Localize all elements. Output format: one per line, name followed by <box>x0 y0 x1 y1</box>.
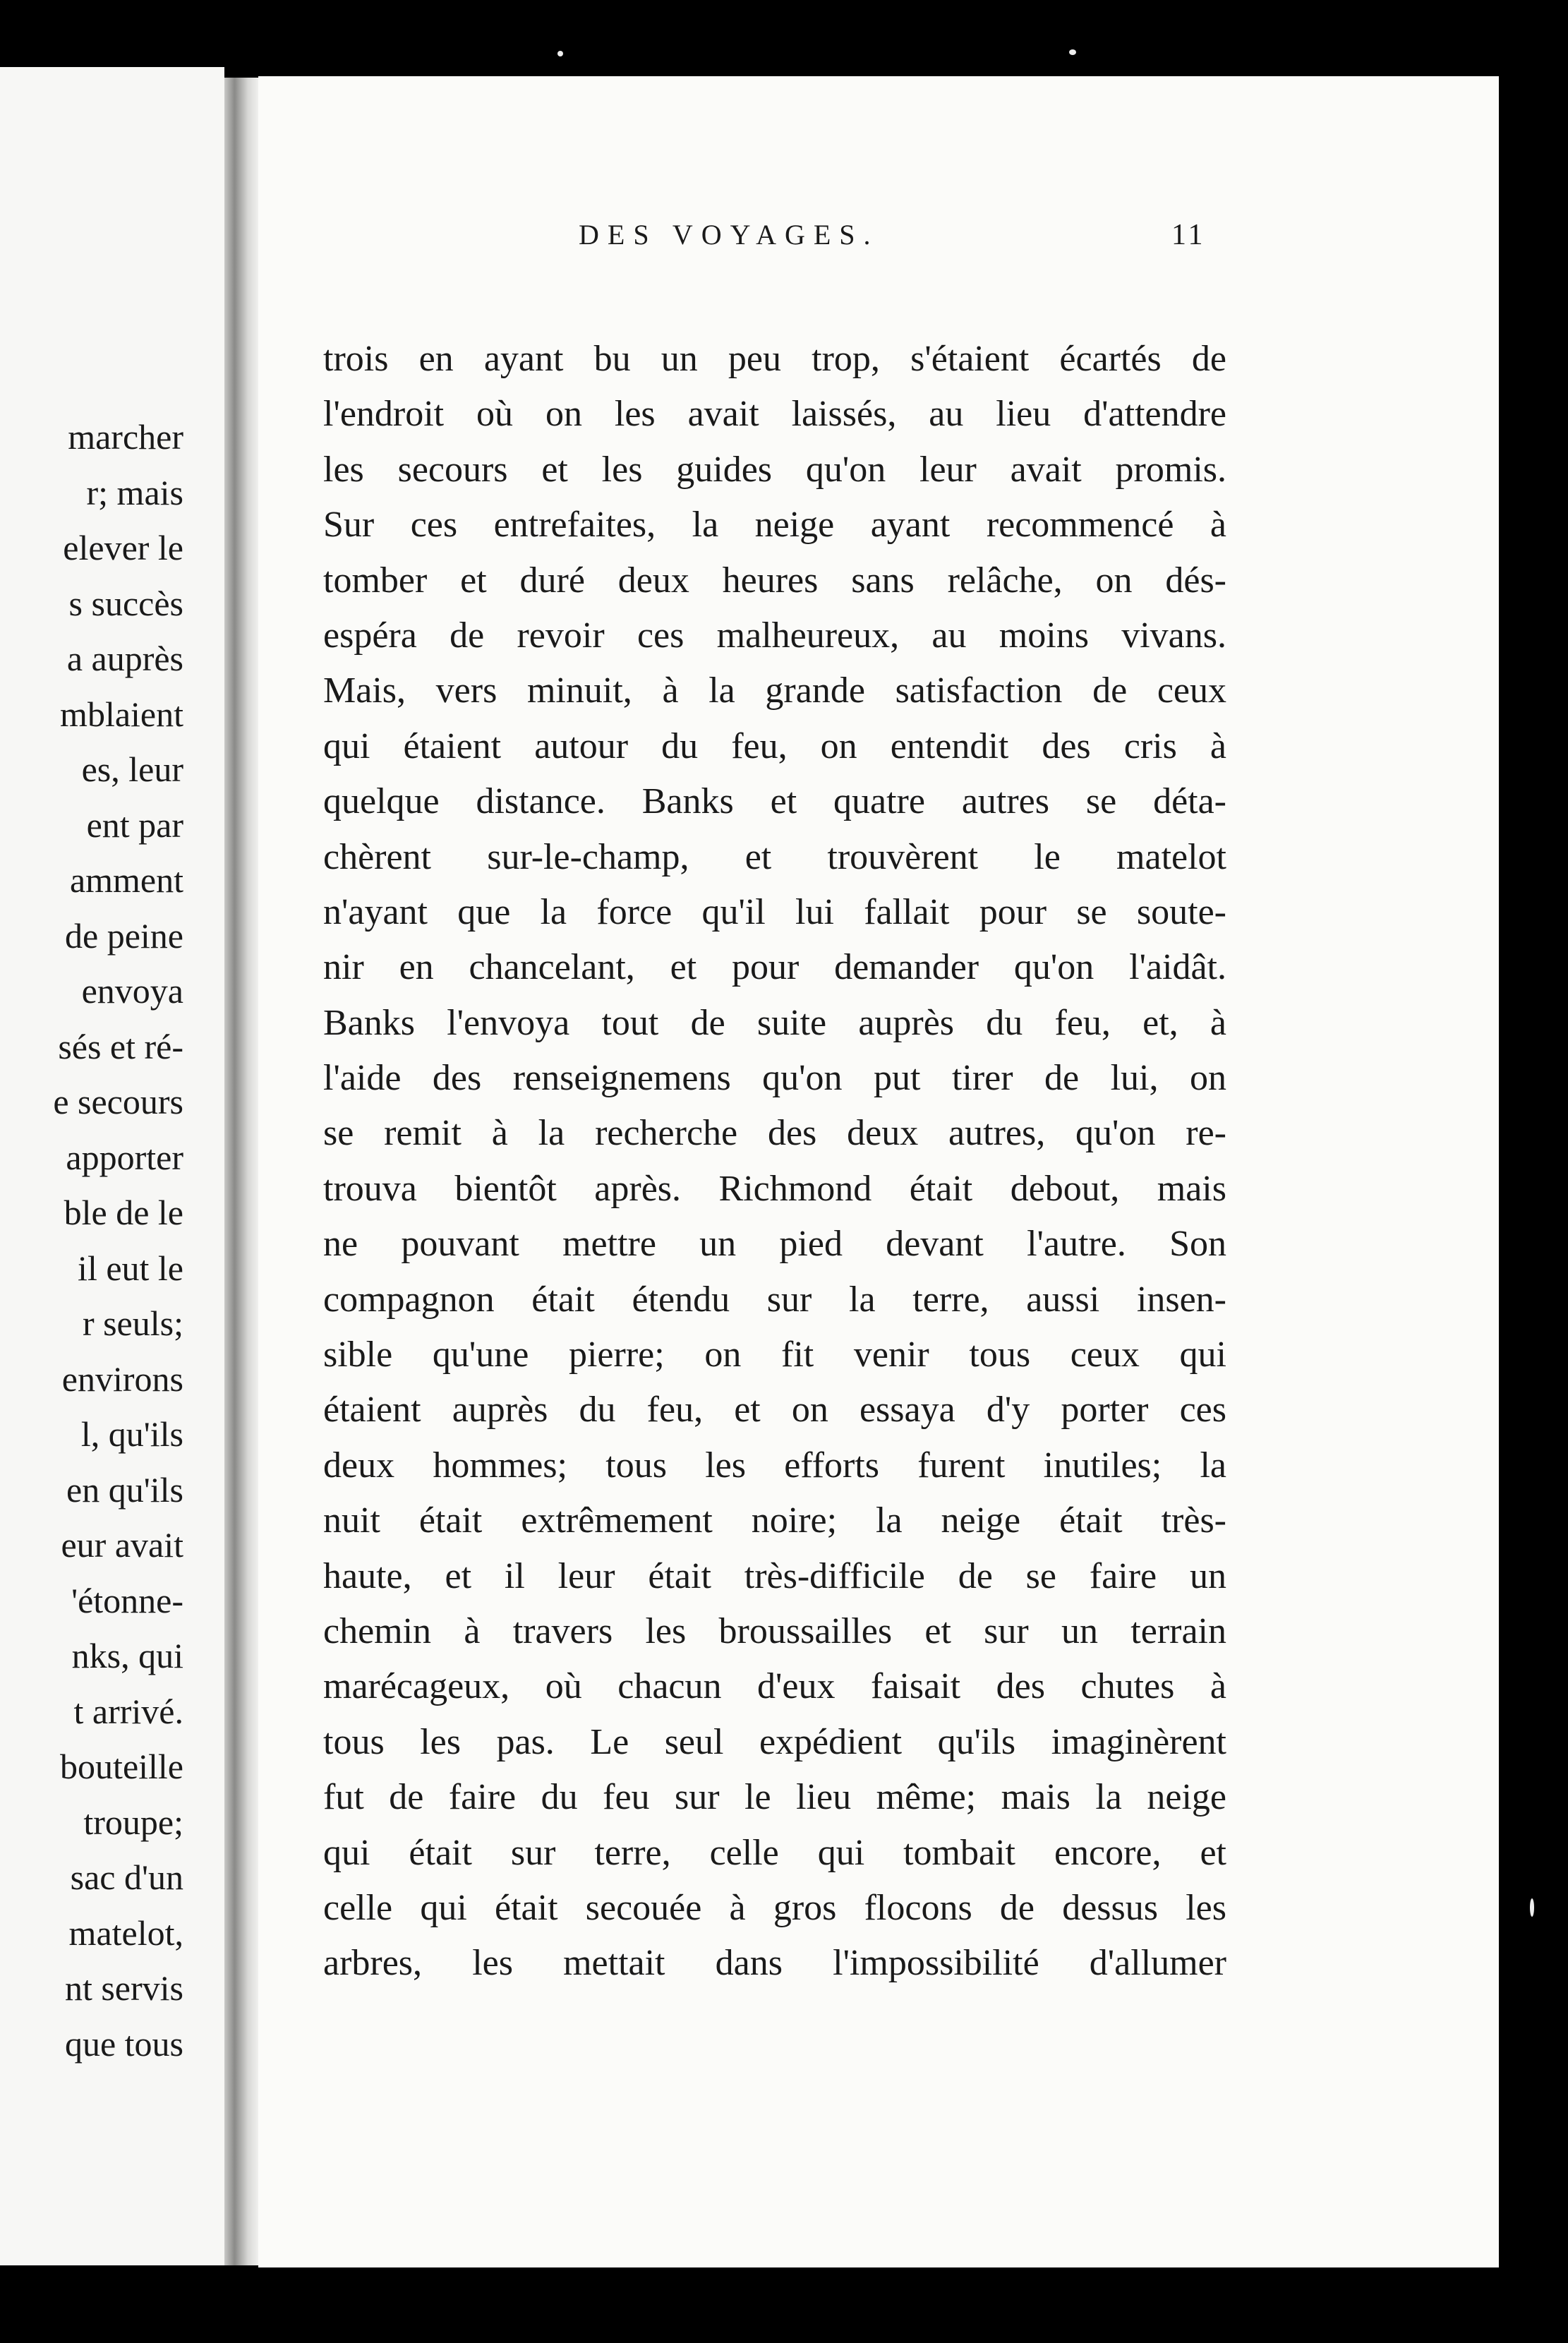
left-line: il eut le <box>78 1248 183 1288</box>
text-line: chemin à travers les broussailles et sur un terrain <box>323 1610 1226 1651</box>
left-line: eur avait <box>61 1525 183 1565</box>
text-line: arbres, les mettait dans l'impossibilité d'allumer <box>323 1943 1226 1984</box>
text-line: tomber et duré deux heures sans relâche, on dés- <box>323 560 1226 601</box>
text-line: quelque distance. Banks et quatre autres se déta- <box>323 781 1226 822</box>
left-line: ent par <box>86 805 183 845</box>
text-line: qui était sur terre, celle qui tombait encore, et <box>323 1832 1226 1873</box>
text-line: nuit était extrêmement noire; la neige était très- <box>323 1500 1226 1541</box>
running-title: DES VOYAGES. <box>579 219 879 251</box>
text-line: fut de faire du feu sur le lieu même; mais la neige <box>323 1777 1226 1818</box>
text-line: marécageux, où chacun d'eux faisait des chutes à <box>323 1666 1226 1707</box>
text-line: compagnon était étendu sur la terre, aussi insen- <box>323 1279 1226 1320</box>
left-line: 'étonne- <box>71 1580 183 1620</box>
left-line: a auprès <box>66 639 183 678</box>
text-line: n'ayant que la force qu'il lui fallait pour se soute- <box>323 891 1226 932</box>
text-line: deux hommes; tous les efforts furent inutiles; la <box>323 1445 1226 1486</box>
text-line: ne pouvant mettre un pied devant l'autre. Son <box>323 1224 1226 1265</box>
left-line: e secours <box>53 1082 183 1121</box>
left-line: matelot, <box>68 1913 183 1953</box>
text-line: les secours et les guides qu'on leur avait promis. <box>323 449 1226 490</box>
text-line: Banks l'envoya tout de suite auprès du feu, et, à <box>323 1002 1226 1043</box>
left-line: es, leur <box>81 749 183 789</box>
scan-speck <box>557 51 563 56</box>
text-line: tous les pas. Le seul expédient qu'ils imaginèrent <box>323 1721 1226 1762</box>
text-line: chèrent sur-le-champ, et trouvèrent le matelot <box>323 836 1226 877</box>
left-page-text <box>53 409 183 2071</box>
text-line: l'aide des renseignemens qu'on put tirer de lui, on <box>323 1058 1226 1099</box>
left-line: envoya <box>81 971 183 1011</box>
left-line: nks, qui <box>71 1636 183 1675</box>
left-line: amment <box>69 860 183 900</box>
text-line: celle qui était secouée à gros flocons de dessus les <box>323 1887 1226 1928</box>
text-line: trois en ayant bu un peu trop, s'étaient écartés de <box>323 339 1226 379</box>
left-line: bouteille <box>60 1747 183 1786</box>
text-line: sible qu'une pierre; on fit venir tous ceux qui <box>323 1335 1226 1375</box>
left-line: sac d'un <box>70 1857 183 1897</box>
text-line: qui étaient autour du feu, on entendit des cris à <box>323 725 1226 766</box>
left-line: l, qu'ils <box>80 1414 183 1454</box>
scan-speck <box>1069 49 1076 55</box>
left-line: de peine <box>65 915 183 956</box>
left-line: sés et ré- <box>58 1026 183 1066</box>
left-line: ble de le <box>64 1193 183 1232</box>
left-line: mblaient <box>60 694 183 734</box>
left-line: elever le <box>63 528 183 567</box>
scan-speck <box>1530 1898 1534 1917</box>
text-line: Sur ces entrefaites, la neige ayant recommencé à <box>323 505 1226 546</box>
left-line: t arrivé. <box>73 1691 183 1731</box>
left-line: nt servis <box>64 1968 183 2008</box>
left-line: marcher <box>68 417 183 457</box>
left-line: environs <box>61 1359 183 1399</box>
text-line: haute, et il leur était très-difficile de se faire un <box>323 1555 1226 1596</box>
running-head <box>310 210 1228 260</box>
page-number: 11 <box>1171 219 1206 251</box>
text-line: trouva bientôt après. Richmond était debout, mais <box>323 1168 1226 1209</box>
left-line: r seuls; <box>82 1303 183 1343</box>
text-line: espéra de revoir ces malheureux, au moins vivans. <box>323 615 1226 656</box>
left-facing-page <box>0 67 224 2265</box>
book-gutter <box>224 78 258 2265</box>
left-line: que tous <box>64 2023 183 2064</box>
text-line: se remit à la recherche des deux autres, qu'on re- <box>323 1113 1226 1154</box>
text-line: étaient auprès du feu, et on essaya d'y porter ces <box>323 1390 1226 1431</box>
left-line: s succès <box>68 583 183 623</box>
left-line: r; mais <box>86 472 183 512</box>
left-line: troupe; <box>83 1802 183 1842</box>
text-line: Mais, vers minuit, à la grande satisfaction de ceux <box>323 670 1226 711</box>
text-line: nir en chancelant, et pour demander qu'on l'aidât. <box>323 947 1226 988</box>
page-body-text <box>323 332 1226 1992</box>
text-line: l'endroit où on les avait laissés, au lieu d'attendre <box>323 394 1226 435</box>
left-line: en qu'ils <box>66 1469 183 1510</box>
left-line: apporter <box>66 1137 183 1177</box>
